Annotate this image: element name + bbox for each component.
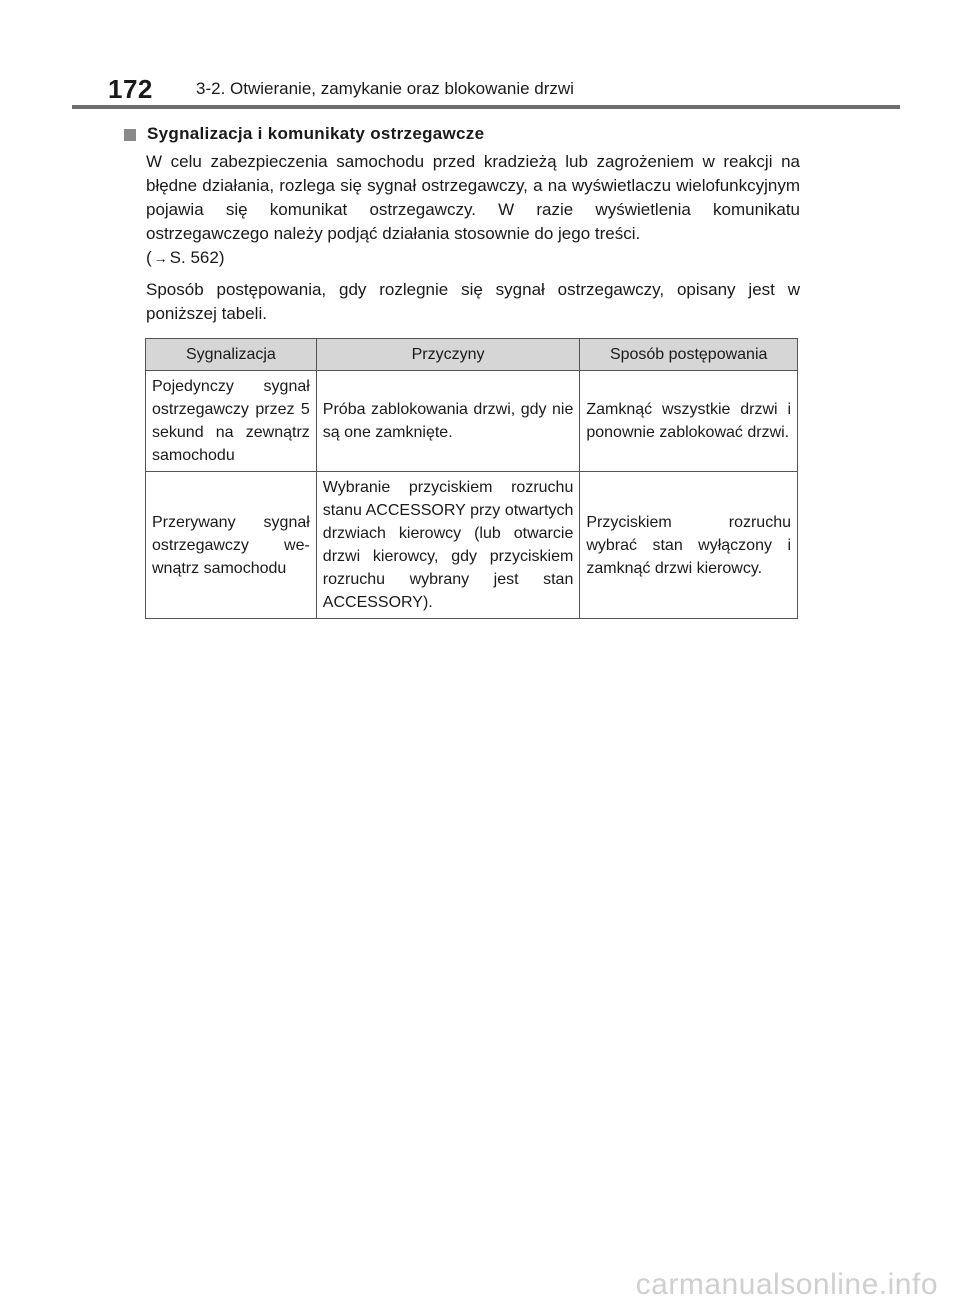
square-bullet-icon [124, 129, 136, 141]
watermark: carmanualsonline.info [635, 1268, 938, 1301]
table-header-row [146, 339, 798, 371]
table-cell-action: Przyciskiem rozruchu wybrać stan wyłączony i zamknąć drzwi kierowcy. [580, 472, 798, 619]
column-header-action: Sposób postępowania [580, 339, 798, 371]
column-header-signal: Sygnalizacja [146, 339, 317, 371]
arrow-right-icon: → [153, 250, 168, 266]
table-cell-action: Zamknąć wszystkie drzwi i ponownie zablokować drzwi. [580, 371, 798, 472]
table-cell-signal: Pojedynczy sygnał ostrzegawczy przez 5 sekund na zewnątrz samochodu [146, 371, 317, 472]
warning-section [124, 124, 800, 334]
header-rule [72, 105, 900, 109]
intro-paragraph-text: W celu zabezpieczenia samochodu przed kradzieżą lub zagrożeniem w reakcji na błędne działania, rozlega się sygnał ostrzegawczy, a na wyświetlaczu wielofunkcyjnym pojawia się komunikat ostrzegawczy. W razie wyświetlenia komunikatu ostrzegawczego należy podjąć działania stosownie do jego treści. [146, 152, 800, 243]
page-reference[interactable] [146, 248, 224, 267]
warning-table [145, 338, 798, 619]
chapter-title: 3-2. Otwieranie, zamykanie oraz blokowanie drzwi [196, 79, 574, 98]
page-ref-open: ( [146, 248, 152, 267]
table-row [146, 371, 798, 472]
table-row [146, 472, 798, 619]
page-number: 172 [108, 74, 153, 104]
section-heading-text: Sygnalizacja i komunikaty ostrzegawcze [147, 124, 485, 143]
table-cell-cause: Próba zablokowania drzwi, gdy nie są one zamknięte. [316, 371, 580, 472]
table-cell-cause: Wybranie przyciskiem rozruchu stanu ACCESSORY przy otwartych drzwiach kierowcy (lub otwarcie drzwi kierowcy, gdy przyciskiem rozruchu wybrany jest stan ACCESSORY). [316, 472, 580, 619]
table-intro-paragraph: Sposób postępowania, gdy rozlegnie się sygnał ostrzegawczy, opisany jest w poniższej tabeli. [146, 280, 800, 323]
column-header-cause: Przyczyny [316, 339, 580, 371]
section-heading [124, 124, 800, 144]
page-header [0, 0, 960, 108]
intro-paragraph [146, 150, 800, 270]
table-cell-signal: Przerywany sygnał ostrzegawczy wewnątrz samochodu [146, 472, 317, 619]
page-ref-text: S. 562) [169, 248, 225, 267]
